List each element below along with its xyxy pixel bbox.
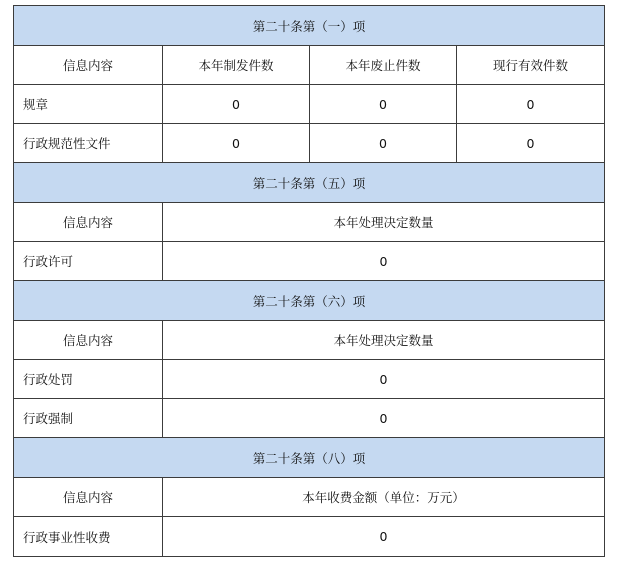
table-row — [14, 399, 605, 438]
cell-value: 0 — [163, 360, 605, 399]
row-label: 行政规范性文件 — [14, 124, 163, 163]
row-label: 行政事业性收费 — [14, 517, 163, 557]
column-header: 本年制发件数 — [163, 46, 310, 85]
column-header-row — [14, 478, 605, 517]
row-label: 规章 — [14, 85, 163, 124]
table-row — [14, 360, 605, 399]
cell-value: 0 — [310, 85, 457, 124]
column-header-info: 信息内容 — [14, 478, 163, 517]
column-header-info: 信息内容 — [14, 321, 163, 360]
column-header-row — [14, 321, 605, 360]
column-header-info: 信息内容 — [14, 46, 163, 85]
section-header-row — [14, 6, 605, 46]
column-header: 本年处理决定数量 — [163, 203, 605, 242]
section-title: 第二十条第（八）项 — [14, 438, 605, 478]
table-row — [14, 124, 605, 163]
cell-value: 0 — [163, 517, 605, 557]
table-row — [14, 242, 605, 281]
cell-value: 0 — [163, 399, 605, 438]
section-header-row — [14, 281, 605, 321]
section-header-row — [14, 163, 605, 203]
section-title: 第二十条第（一）项 — [14, 6, 605, 46]
cell-value: 0 — [163, 124, 310, 163]
column-header: 本年废止件数 — [310, 46, 457, 85]
table-row — [14, 517, 605, 557]
section-title: 第二十条第（六）项 — [14, 281, 605, 321]
cell-value: 0 — [457, 124, 605, 163]
cell-value: 0 — [163, 242, 605, 281]
section-title: 第二十条第（五）项 — [14, 163, 605, 203]
section-header-row — [14, 438, 605, 478]
disclosure-table — [13, 5, 605, 557]
column-header-row — [14, 203, 605, 242]
cell-value: 0 — [310, 124, 457, 163]
column-header-info: 信息内容 — [14, 203, 163, 242]
column-header: 本年处理决定数量 — [163, 321, 605, 360]
row-label: 行政许可 — [14, 242, 163, 281]
row-label: 行政处罚 — [14, 360, 163, 399]
row-label: 行政强制 — [14, 399, 163, 438]
column-header: 本年收费金额（单位：万元） — [163, 478, 605, 517]
cell-value: 0 — [457, 85, 605, 124]
cell-value: 0 — [163, 85, 310, 124]
column-header: 现行有效件数 — [457, 46, 605, 85]
column-header-row — [14, 46, 605, 85]
table-row — [14, 85, 605, 124]
